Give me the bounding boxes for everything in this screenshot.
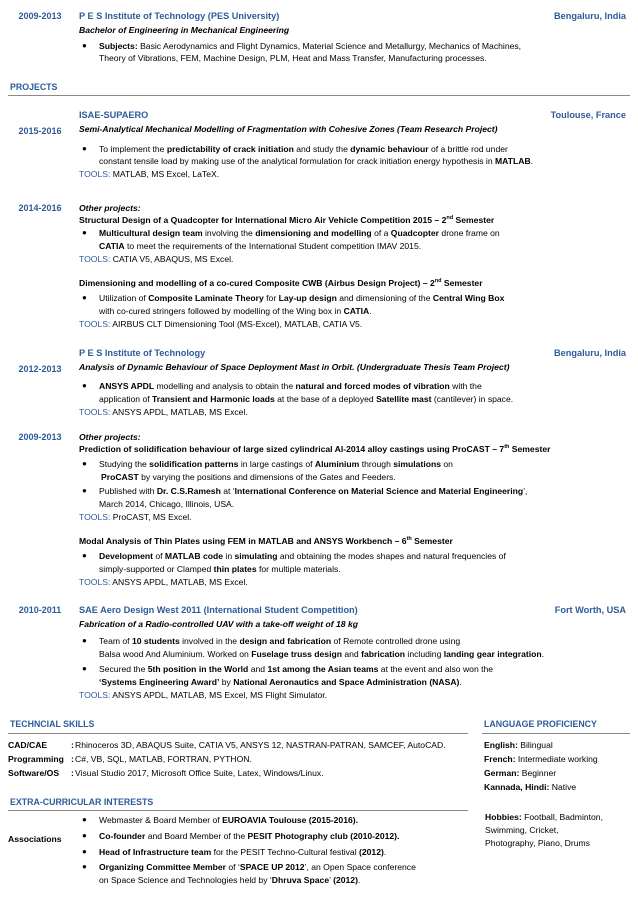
isae-tools: TOOLS: MATLAB, MS Excel, LaTeX. <box>79 169 220 179</box>
skill-label-software: Software/OS <box>8 768 60 778</box>
sae-bullet1-line1: Team of 10 students involved in the design and fabrication of Remote controlled drone using <box>99 636 461 646</box>
skill-label-cad: CAD/CAE <box>8 740 48 750</box>
isae-institution: ISAE-SUPAERO <box>79 110 149 120</box>
other2-year: 2009-2013 <box>18 432 62 442</box>
pes-title: Analysis of Dynamic Behaviour of Space Deployment Mast in Orbit. (Undergraduate Thesis Team Project) <box>79 362 510 372</box>
bullet-icon: ● <box>82 664 87 673</box>
skill-value-programming: C#, VB, SQL, MATLAB, FORTRAN, PYTHON. <box>75 754 252 764</box>
other2-p1-bullet1-line1: Studying the solidification patterns in large castings of Aluminium through simulations on <box>99 459 453 469</box>
bullet-icon: ● <box>82 228 87 237</box>
education-institution: P E S Institute of Technology (PES University) <box>79 11 280 21</box>
sae-year: 2010-2011 <box>18 605 62 615</box>
skills-heading: TECHNCIAL SKILLS <box>10 719 95 729</box>
extra-heading: EXTRA-CURRICULAR INTERESTS <box>10 797 154 807</box>
other1-label: Other projects: <box>79 203 141 213</box>
extra-bullet-spaceup-line2: on Space Science and Technologies held by ‘Dhruva Space’ (2012). <box>99 875 361 885</box>
sae-bullet1-line2: Balsa wood And Aluminium. Worked on Fuselage truss design and fabrication including landing gear integration. <box>99 649 545 659</box>
section-divider <box>482 733 630 734</box>
bullet-icon: ● <box>82 847 87 856</box>
pes-location: Bengaluru, India <box>554 348 626 358</box>
section-divider <box>8 95 630 96</box>
bullet-icon: ● <box>82 815 87 824</box>
language-french: French: Intermediate working <box>484 754 598 764</box>
other1-p1-title: Structural Design of a Quadcopter for International Micro Air Vehicle Competition 2015 – 2nd Semester <box>79 215 495 225</box>
education-year: 2009-2013 <box>18 11 62 21</box>
associations-label: Associations <box>8 834 62 844</box>
section-divider <box>8 810 468 811</box>
isae-title: Semi-Analytical Mechanical Modelling of Fragmentation with Cohesive Zones (Team Research Project) <box>79 124 498 134</box>
other2-p1-tools: TOOLS: ProCAST, MS Excel. <box>79 512 192 522</box>
other1-p1-line1: Multicultural design team involving the dimensioning and modelling of a Quadcopter drone frame on <box>99 228 500 238</box>
bullet-icon: ● <box>82 486 87 495</box>
other1-year: 2014-2016 <box>18 203 62 213</box>
other2-p1-bullet2-line2: March 2014, Chicago, Illinois, USA. <box>99 499 235 509</box>
sae-tools: TOOLS: ANSYS APDL, MATLAB, MS Excel, MS Flight Simulator. <box>79 690 328 700</box>
other1-p2-title: Dimensioning and modelling of a co-cured Composite CWB (Airbus Design Project) – 2nd Semester <box>79 278 483 288</box>
sae-bullet2-line1: Secured the 5th position in the World and 1st among the Asian teams at the event and also won the <box>99 664 494 674</box>
bullet-icon: ● <box>82 293 87 302</box>
skill-label-programming: Programming <box>8 754 64 764</box>
education-subjects: Subjects: Basic Aerodynamics and Flight Dynamics, Material Science and Metallurgy, Mechanics of Machines, <box>99 41 522 51</box>
hobbies-line1: Hobbies: Football, Badminton, <box>485 812 603 822</box>
extra-bullet-spaceup-line1: Organizing Committee Member of ‘SPACE UP 2012’, an Open Space conference <box>99 862 416 872</box>
other1-p2-line1: Utilization of Composite Laminate Theory for Lay-up design and dimensioning of the Central Wing Box <box>99 293 505 303</box>
bullet-icon: ● <box>82 831 87 840</box>
bullet-icon: ● <box>82 459 87 468</box>
skill-sep: : <box>71 768 74 778</box>
pes-bullet-line1: ANSYS APDL modelling and analysis to obtain the natural and forced modes of vibration with the <box>99 381 482 391</box>
section-divider <box>8 733 468 734</box>
sae-institution: SAE Aero Design West 2011 (International Student Competition) <box>79 605 358 615</box>
other1-p2-line2: with co-cured stringers followed by modelling of the Wing box in CATIA. <box>99 306 372 316</box>
bullet-icon: ● <box>82 551 87 560</box>
bullet-icon: ● <box>82 636 87 645</box>
bullet-icon: ● <box>82 381 87 390</box>
language-kannada-hindi: Kannada, Hindi: Native <box>484 782 577 792</box>
other2-p1-bullet2-line1: Published with Dr. C.S.Ramesh at ‘International Conference on Material Science and Material Engineering’, <box>99 486 528 496</box>
other2-p2-title: Modal Analysis of Thin Plates using FEM in MATLAB and ANSYS Workbench – 6th Semester <box>79 536 453 546</box>
sae-title: Fabrication of a Radio-controlled UAV with a take-off weight of 18 kg <box>79 619 359 629</box>
other1-p1-tools: TOOLS: CATIA V5, ABAQUS, MS Excel. <box>79 254 234 264</box>
pes-bullet-line2: application of Transient and Harmonic loads at the base of a deployed Satellite mast (cantilever) in space. <box>99 394 514 404</box>
sae-bullet2-line2: ‘Systems Engineering Award’ by National Aeronautics and Space Administration (NASA). <box>99 677 462 687</box>
sae-location: Fort Worth, USA <box>554 605 626 615</box>
other2-label: Other projects: <box>79 432 141 442</box>
bullet-icon: ● <box>82 41 87 50</box>
education-subjects-cont: Theory of Vibrations, FEM, Machine Design, PLM, Heat and Mass Transfer, Manufacturing processes. <box>99 53 487 63</box>
skill-value-cad: Rhinoceros 3D, ABAQUS Suite, CATIA V5, ANSYS 12, NASTRAN-PATRAN, SAMCEF, AutoCAD. <box>75 740 446 750</box>
other2-p2-line1: Development of MATLAB code in simulating and obtaining the modes shapes and natural frequencies of <box>99 551 506 561</box>
education-location: Bengaluru, India <box>554 11 626 21</box>
other1-p1-line2: CATIA to meet the requirements of the International Student competition IMAV 2015. <box>99 241 422 251</box>
skill-sep: : <box>71 740 74 750</box>
extra-bullet-euroavia: Webmaster & Board Member of EUROAVIA Toulouse (2015-2016). <box>99 815 359 825</box>
pes-tools: TOOLS: ANSYS APDL, MATLAB, MS Excel. <box>79 407 248 417</box>
bullet-icon: ● <box>82 144 87 153</box>
isae-year: 2015-2016 <box>18 126 62 136</box>
language-german: German: Beginner <box>484 768 557 778</box>
isae-bullet-line1: To implement the predictability of crack initiation and study the dynamic behaviour of a brittle rod under <box>99 144 508 154</box>
pes-institution: P E S Institute of Technology <box>79 348 206 358</box>
isae-location: Toulouse, France <box>550 110 626 120</box>
extra-bullet-infrastructure: Head of Infrastructure team for the PESIT Techno-Cultural festival (2012). <box>99 847 387 857</box>
languages-heading: LANGUAGE PROFICIENCY <box>484 719 597 729</box>
skill-value-software: Visual Studio 2017, Microsoft Office Suite, Latex, Windows/Linux. <box>75 768 324 778</box>
bullet-icon: ● <box>82 862 87 871</box>
hobbies-line3: Photography, Piano, Drums <box>485 838 590 848</box>
isae-bullet-line2: constant tensile load by making use of the analytical formulation for crack initiation energy hypothesis in MATLAB. <box>99 156 534 166</box>
other2-p1-bullet1-line2: ProCAST by varying the positions and dimensions of the Gates and Feeders. <box>101 472 396 482</box>
other2-p2-tools: TOOLS: ANSYS APDL, MATLAB, MS Excel. <box>79 577 248 587</box>
skill-sep: : <box>71 754 74 764</box>
other2-p2-line2: simply-supported or Clamped thin plates for multiple materials. <box>99 564 341 574</box>
extra-bullet-photography: Co-founder and Board Member of the PESIT Photography club (2010-2012). <box>99 831 400 841</box>
other2-p1-title: Prediction of solidification behaviour of large sized cylindrical Al-2014 alloy castings using ProCAST – 7th Semester <box>79 444 551 454</box>
projects-heading: PROJECTS <box>10 82 58 92</box>
education-degree: Bachelor of Engineering in Mechanical Engineering <box>79 25 290 35</box>
language-english: English: Bilingual <box>484 740 553 750</box>
hobbies-line2: Swimming, Cricket, <box>485 825 559 835</box>
other1-p2-tools: TOOLS: AIRBUS CLT Dimensioning Tool (MS-Excel), MATLAB, CATIA V5. <box>79 319 363 329</box>
pes-year: 2012-2013 <box>18 364 62 374</box>
